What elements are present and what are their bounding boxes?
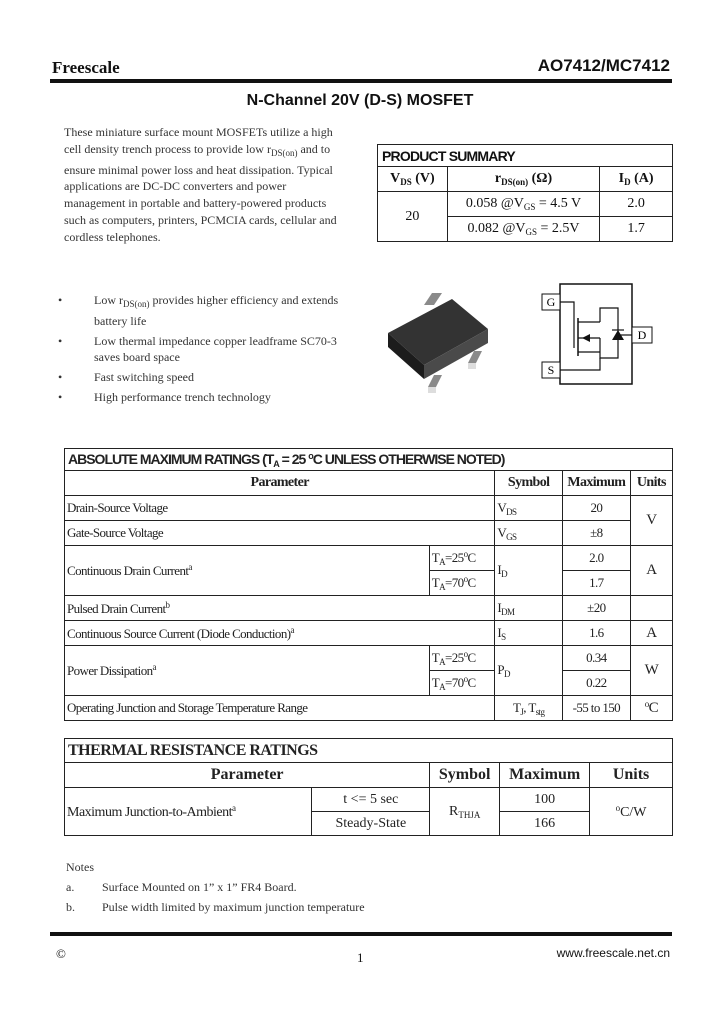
unit-amps-2: A [630,621,672,646]
feature-item: • Low thermal impedance copper leadframe SC70-3 saves board space [58,333,337,364]
mosfet-schematic [540,278,660,388]
abs-col-symbol: Symbol [495,471,563,496]
param-operating-temp: Operating Junction and Storage Temperature Range [65,696,495,721]
intro-paragraph: These miniature surface mount MOSFETs utilize a high cell density trench process to provide low $r_{DS(on)}$ and to ensure minimal power loss and heat dissipation. Typical applications are DC-DC converters and power management in portable and battery-powered products such as computers, printers, PCMCIA cards, cellular and cordless telephones. [64,125,337,244]
document-title: N-Channel 20V (D-S) MOSFET [246,92,474,109]
param-continuous-drain: Continuous Drain Current$^a$ [65,546,430,596]
unit-amps: A [630,546,672,596]
sym-vgs: $V_{GS}$ [495,521,563,546]
param-continuous-source: Continuous Source Current (Diode Conduction)$^a$ [65,621,495,646]
sym-idm: $I_{DM}$ [495,596,563,621]
thermal-title: THERMAL RESISTANCE RATINGS [65,739,673,763]
thermal-col-symbol: Symbol [430,763,500,788]
rds-row-2: 0.082 $@V_{GS} = 2.5V$ [447,217,599,242]
absolute-maximum-ratings-table [64,448,673,721]
abs-col-units: Units [630,471,672,496]
header-rule [50,79,672,83]
id-header: $I_D$ (A) [600,167,673,192]
sym-pd: $P_D$ [495,646,563,696]
rds-header: $r_{DS(on)}$ (Ω) [447,167,599,192]
cond-ta-70: $T_A=70^oC$ [429,571,495,596]
notes-section [66,857,365,917]
footer-rule [50,932,672,936]
page-number: 1 [357,950,364,965]
vds-header: $V_{DS}$ (V) [378,167,448,192]
abs-max-title: ABSOLUTE MAXIMUM RATINGS ($T_A = 25$ $^o$C UNLESS OTHERWISE NOTED) [65,449,673,471]
max-idm: ±20 [563,596,631,621]
note-item: b. Pulse width limited by maximum junction temperature [66,900,365,914]
brand-name: Freescale [52,58,120,77]
thermal-max-1: 100 [500,788,590,812]
id-row-2: 1.7 [600,217,673,242]
drain-label: D [637,328,647,342]
param-pulsed-drain: Pulsed Drain Current$^b$ [65,596,495,621]
thermal-max-2: 166 [500,812,590,836]
unit-celsius: $^o$C [630,696,672,721]
cond-pd-ta-25: $T_A=25^oC$ [429,646,495,671]
thermal-col-maximum: Maximum [500,763,590,788]
rds-row-1: 0.058 $@V_{GS} = 4.5$ V [447,192,599,217]
part-number: AO7412/MC7412 [537,56,670,75]
max-vgs: ±8 [563,521,631,546]
max-temp-range: -55 to 150 [563,696,631,721]
max-pd-25: 0.34 [563,646,631,671]
cond-pd-ta-70: $T_A=70^oC$ [429,671,495,696]
feature-item: • High performance trench technology [58,390,271,404]
vds-value: 20 [378,192,448,242]
param-drain-source: Drain-Source Voltage [65,496,495,521]
product-summary-table [377,144,673,242]
thermal-col-parameter: Parameter [65,763,430,788]
source-label: S [547,363,555,377]
footer-url[interactable]: www.freescale.net.cn [556,946,670,960]
sc70-package-image [380,285,500,410]
thermal-resistance-table [64,738,673,836]
sym-id: $I_D$ [495,546,563,596]
abs-col-parameter: Parameter [65,471,495,496]
max-id-70: 1.7 [563,571,631,596]
thermal-symbol: $R_{THJA}$ [430,788,500,836]
max-pd-70: 0.22 [563,671,631,696]
features-list [58,292,348,409]
thermal-col-units: Units [590,763,673,788]
cond-ta-25: $T_A=25^oC$ [429,546,495,571]
notes-heading: Notes [66,860,94,874]
sym-tj-tstg: $T_J$, $T_{stg}$ [495,696,563,721]
abs-col-maximum: Maximum [563,471,631,496]
thermal-param: Maximum Junction-to-Ambient$^a$ [65,788,312,836]
sym-is: $I_S$ [495,621,563,646]
thermal-cond-steady: Steady-State [312,812,430,836]
note-item: a. Surface Mounted on 1” x 1” FR4 Board. [66,880,297,894]
feature-item: • Low $r_{DS(on)}$ provides higher efficiency and extends battery life [58,293,339,328]
product-summary-title: PRODUCT SUMMARY [378,145,673,167]
thermal-unit: $^o$C/W [590,788,673,836]
max-is: 1.6 [563,621,631,646]
param-gate-source: Gate-Source Voltage [65,521,495,546]
sym-vds: $V_{DS}$ [495,496,563,521]
unit-watts: W [630,646,672,696]
max-id-25: 2.0 [563,546,631,571]
id-row-1: 2.0 [600,192,673,217]
thermal-cond-5sec: t <= 5 sec [312,788,430,812]
unit-volts: V [630,496,672,546]
param-power-dissipation: Power Dissipation$^a$ [65,646,430,696]
gate-label: G [546,295,556,309]
unit-empty [630,596,672,621]
max-vds: 20 [563,496,631,521]
copyright-symbol: © [56,946,66,961]
feature-item: • Fast switching speed [58,370,194,384]
